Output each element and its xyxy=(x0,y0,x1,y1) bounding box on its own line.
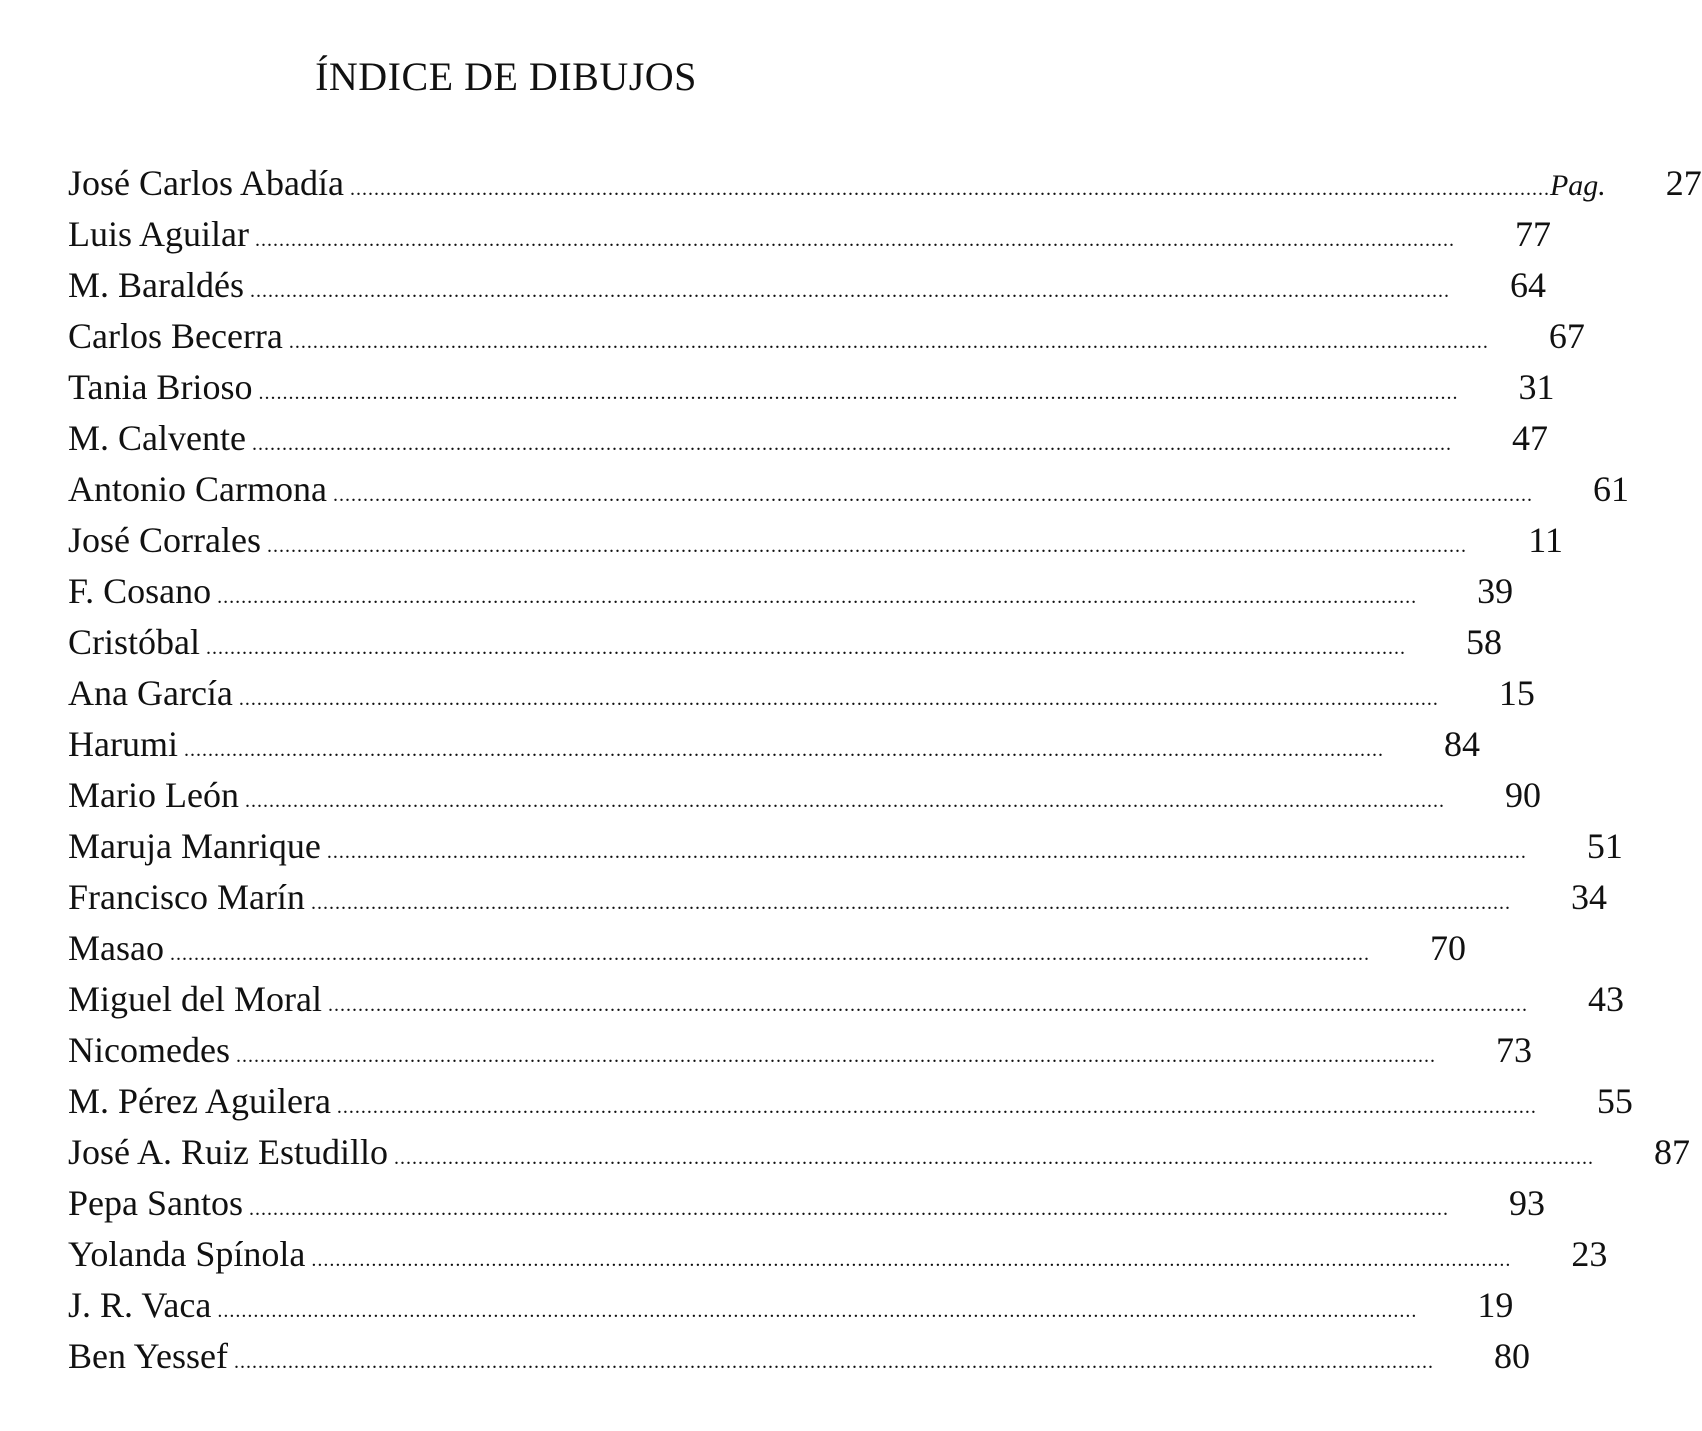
entry-page-number: 15 xyxy=(1498,673,1535,713)
entry-page-number: 43 xyxy=(1587,979,1624,1019)
index-entry xyxy=(68,260,1546,311)
entry-name: Francisco Marín xyxy=(68,877,305,917)
page-title: ÍNDICE DE DIBUJOS xyxy=(315,54,697,99)
index-entry xyxy=(68,1280,1514,1331)
dot-leader: ........................................................................................................................................................................................................ xyxy=(258,382,1459,404)
entry-page-number: 51 xyxy=(1586,826,1623,866)
dot-leader: ........................................................................................................................................................................................................ xyxy=(169,943,1370,965)
entry-page-number: 64 xyxy=(1509,265,1546,305)
index-entry xyxy=(68,566,1514,617)
index-entry xyxy=(68,464,1629,515)
index-entry xyxy=(68,1229,1608,1280)
entry-name: Tania Brioso xyxy=(68,367,253,407)
entry-page-number: 58 xyxy=(1466,622,1502,662)
index-entry xyxy=(68,362,1555,413)
dot-leader: ........................................................................................................................................................................................................ xyxy=(336,1096,1537,1118)
entry-page-number: 39 xyxy=(1477,571,1514,611)
dot-leader: ........................................................................................................................................................................................................ xyxy=(254,229,1455,251)
dot-leader: ........................................................................................................................................................................................................ xyxy=(217,1300,1418,1322)
entry-name: Yolanda Spínola xyxy=(68,1234,306,1274)
entry-page-number: 31 xyxy=(1518,367,1555,407)
entry-name: Pepa Santos xyxy=(68,1183,243,1223)
entry-name: José Corrales xyxy=(68,520,261,560)
dot-leader: ........................................................................................................................................................................................................ xyxy=(266,535,1467,557)
dot-leader: ........................................................................................................................................................................................................ xyxy=(349,178,1550,200)
dot-leader: ........................................................................................................................................................................................................ xyxy=(206,637,1406,659)
entry-name: Miguel del Moral xyxy=(68,979,322,1019)
entry-page-number: 77 xyxy=(1514,214,1551,254)
index-list xyxy=(68,158,1702,1382)
index-entry xyxy=(68,209,1551,260)
dot-leader: ........................................................................................................................................................................................................ xyxy=(217,586,1418,608)
dot-leader: ........................................................................................................................................................................................................ xyxy=(244,790,1445,812)
dot-leader: ........................................................................................................................................................................................................ xyxy=(326,841,1527,863)
dot-leader: ........................................................................................................................................................................................................ xyxy=(311,1249,1512,1271)
entry-page-number: 70 xyxy=(1429,928,1466,968)
index-entry xyxy=(68,1076,1633,1127)
entry-name: Mario León xyxy=(68,775,239,815)
entry-page-number: 23 xyxy=(1571,1234,1608,1274)
entry-name: M. Baraldés xyxy=(68,265,244,305)
entry-page-number: 11 xyxy=(1528,520,1563,560)
entry-name: Nicomedes xyxy=(68,1030,230,1070)
index-entry xyxy=(68,1331,1531,1382)
entry-page-number: 67 xyxy=(1548,316,1585,356)
dot-leader: ........................................................................................................................................................................................................ xyxy=(332,484,1533,506)
dot-leader: ........................................................................................................................................................................................................ xyxy=(234,1351,1435,1373)
entry-page-number: 90 xyxy=(1504,775,1541,815)
entry-name: F. Cosano xyxy=(68,571,212,611)
dot-leader: ........................................................................................................................................................................................................ xyxy=(183,739,1384,761)
entry-name: M. Calvente xyxy=(68,418,246,458)
entry-name: J. R. Vaca xyxy=(68,1285,212,1325)
index-entry xyxy=(68,923,1466,974)
index-entry xyxy=(68,413,1548,464)
entry-page-number: 73 xyxy=(1495,1030,1532,1070)
entry-page-number: 27 xyxy=(1665,163,1702,203)
index-entry xyxy=(68,1127,1691,1178)
dot-leader: ........................................................................................................................................................................................................ xyxy=(235,1045,1436,1067)
entry-page-number: 19 xyxy=(1477,1285,1514,1325)
dot-leader: ........................................................................................................................................................................................................ xyxy=(249,1198,1449,1220)
entry-name: Maruja Manrique xyxy=(68,826,321,866)
dot-leader: ........................................................................................................................................................................................................ xyxy=(249,280,1450,302)
entry-page-number: 34 xyxy=(1570,877,1607,917)
index-entry xyxy=(68,719,1480,770)
dot-leader: ........................................................................................................................................................................................................ xyxy=(310,892,1511,914)
index-entry xyxy=(68,1178,1545,1229)
index-entry xyxy=(68,1025,1532,1076)
entry-name: José Carlos Abadía xyxy=(68,163,344,203)
entry-page-number: 87 xyxy=(1654,1132,1691,1172)
entry-page-number: 93 xyxy=(1509,1183,1545,1223)
index-entry xyxy=(68,821,1623,872)
index-entry xyxy=(68,311,1585,362)
index-entry xyxy=(68,668,1535,719)
entry-name: Ana García xyxy=(68,673,233,713)
entry-name: Cristóbal xyxy=(68,622,200,662)
dot-leader: ........................................................................................................................................................................................................ xyxy=(394,1147,1595,1169)
entry-name: Ben Yessef xyxy=(68,1336,229,1376)
entry-page-number: 55 xyxy=(1596,1081,1633,1121)
entry-name: Carlos Becerra xyxy=(68,316,283,356)
entry-name: José A. Ruiz Estudillo xyxy=(68,1132,389,1172)
entry-page-number: 47 xyxy=(1511,418,1548,458)
entry-name: Antonio Carmona xyxy=(68,469,327,509)
dot-leader: ........................................................................................................................................................................................................ xyxy=(238,688,1439,710)
index-entry xyxy=(68,974,1624,1025)
index-entry xyxy=(68,872,1607,923)
index-entry xyxy=(68,770,1541,821)
entry-name: Masao xyxy=(68,928,164,968)
entry-name: M. Pérez Aguilera xyxy=(68,1081,331,1121)
entry-name: Luis Aguilar xyxy=(68,214,249,254)
dot-leader: ........................................................................................................................................................................................................ xyxy=(251,433,1452,455)
index-entry xyxy=(68,617,1502,668)
entry-name: Harumi xyxy=(68,724,178,764)
page-label: Pag. xyxy=(1549,169,1606,202)
dot-leader: ........................................................................................................................................................................................................ xyxy=(288,331,1489,353)
entry-page-number: 80 xyxy=(1494,1336,1531,1376)
index-entry xyxy=(68,515,1563,566)
entry-page-number: 84 xyxy=(1443,724,1480,764)
dot-leader: ........................................................................................................................................................................................................ xyxy=(327,994,1528,1016)
index-entry xyxy=(68,158,1702,209)
entry-page-number: 61 xyxy=(1592,469,1629,509)
